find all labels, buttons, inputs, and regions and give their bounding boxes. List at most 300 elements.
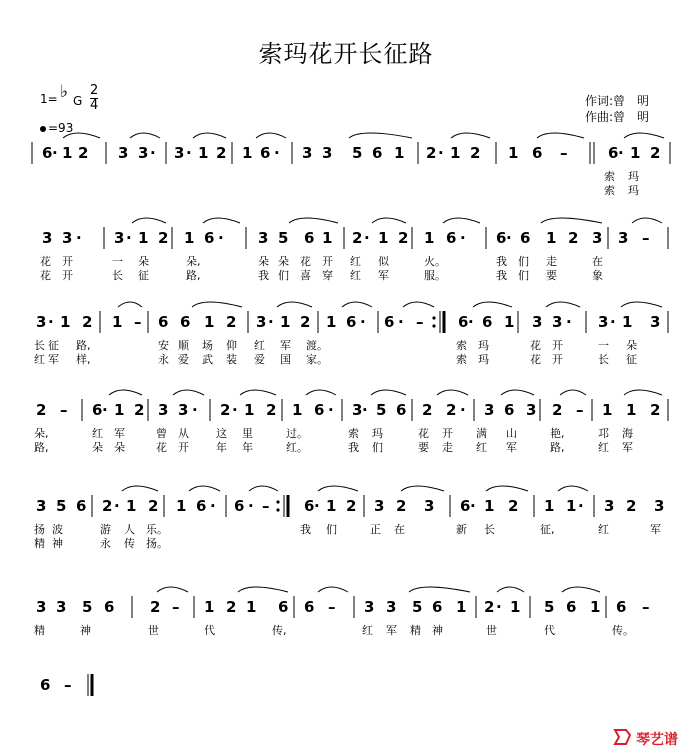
slur — [443, 218, 480, 223]
note: 1 — [424, 229, 435, 247]
note: 1 — [510, 598, 521, 616]
lyric-verse-1: 索 — [604, 170, 615, 183]
lyric-verse-2: 我 — [496, 269, 507, 282]
note: 2 — [346, 497, 357, 515]
note: 3 — [526, 401, 537, 419]
lyric-verse-2: 服。 — [424, 269, 446, 282]
note: 1 — [204, 598, 215, 616]
lyric-verse-1: 过。 — [286, 427, 308, 440]
lyric-verse-1: 满 — [476, 427, 487, 440]
note: 3 — [592, 229, 603, 247]
slur — [372, 218, 406, 223]
note: 3 — [256, 313, 267, 331]
lyric-verse-1: 玛 — [478, 339, 489, 352]
lyric-verse-2: 扬。 — [146, 537, 168, 550]
dot: · — [468, 313, 474, 331]
note: 2 — [552, 401, 563, 419]
slur — [249, 486, 278, 491]
note: 6 — [278, 598, 289, 616]
lyric-verse-2: 精 — [34, 537, 45, 550]
lyric-verse-2: 红 — [350, 269, 361, 282]
lyric-verse-1: 开 — [552, 339, 563, 352]
note: 6 — [616, 598, 627, 616]
slur — [473, 302, 512, 307]
note: 6 — [520, 229, 531, 247]
lyric-verse-1: 红 — [598, 523, 609, 536]
lyric-verse-1: 我 — [300, 523, 311, 536]
dot: · — [268, 313, 274, 331]
lyric-verse-2: 我 — [348, 441, 359, 454]
note: 2 — [508, 497, 519, 515]
note: 6 — [196, 497, 207, 515]
slur — [537, 133, 584, 138]
lyric-verse-2: 武 — [202, 353, 213, 366]
lyric-verse-1: 仰 — [226, 339, 237, 352]
lyric-verse-2: 家。 — [306, 353, 328, 366]
dash: – — [262, 497, 270, 515]
note: 1 — [198, 144, 209, 162]
lyric-verse-1: 花 — [300, 255, 311, 268]
note: 2 — [446, 401, 457, 419]
dash: – — [64, 676, 72, 694]
lyric-verse-1: 世 — [486, 624, 497, 637]
slur — [560, 390, 586, 395]
dot: · — [314, 497, 320, 515]
lyric-verse-1: 玛 — [628, 170, 639, 183]
note: 6 — [158, 313, 169, 331]
note: 2 — [426, 144, 437, 162]
slur — [624, 133, 664, 138]
time-signature-top: 2 — [90, 83, 99, 98]
note: 3 — [374, 497, 385, 515]
lyric-verse-1: 红 — [254, 339, 265, 352]
lyric-verse-1: 红 — [92, 427, 103, 440]
slur — [318, 587, 348, 592]
dash: – — [642, 229, 650, 247]
note: 1 — [456, 598, 467, 616]
lyric-verse-1: 神 — [432, 624, 443, 637]
slur — [289, 218, 338, 223]
lyric-verse-1: 红 — [362, 624, 373, 637]
dash: – — [60, 401, 68, 419]
note: 3 — [62, 229, 73, 247]
dash: – — [416, 313, 424, 331]
dot: · — [114, 497, 120, 515]
lyric-verse-1: 场 — [202, 339, 213, 352]
key-note: G — [73, 94, 83, 108]
note: 3 — [424, 497, 435, 515]
slur — [277, 302, 312, 307]
note: 1 — [566, 497, 577, 515]
lyric-verse-1: 花 — [530, 339, 541, 352]
dash: – — [560, 144, 568, 162]
note: 6 — [76, 497, 87, 515]
lyric-verse-1: 花 — [418, 427, 429, 440]
note: 6 — [346, 313, 357, 331]
slur — [497, 587, 524, 592]
slur — [189, 486, 220, 491]
note: 1 — [544, 497, 555, 515]
slur — [632, 218, 662, 223]
slur — [238, 587, 288, 592]
lyric-verse-2: 象 — [592, 269, 603, 282]
note: 3 — [364, 598, 375, 616]
dot: · — [328, 401, 334, 419]
note: 3 — [532, 313, 543, 331]
slur — [132, 218, 166, 223]
note: 2 — [396, 497, 407, 515]
dot: · — [126, 229, 132, 247]
lyric-verse-1: 朵 — [138, 255, 149, 268]
lyric-verse-1: 军 — [650, 523, 661, 536]
note: 1 — [622, 313, 633, 331]
note: 2 — [216, 144, 227, 162]
lyric-verse-1: 一 — [598, 339, 609, 352]
lyric-verse-1: 军 — [386, 624, 397, 637]
note: 6 — [496, 229, 507, 247]
lyric-verse-1: 乐。 — [146, 523, 168, 536]
lyric-verse-1: 代 — [544, 624, 555, 637]
note: 5 — [278, 229, 289, 247]
repeat-dot — [432, 324, 435, 327]
note: 6 — [532, 144, 543, 162]
note: 1 — [546, 229, 557, 247]
dot: · — [496, 598, 502, 616]
lyric-verse-1: 我 — [496, 255, 507, 268]
note: 5 — [544, 598, 555, 616]
note: 1 — [322, 229, 333, 247]
note: 1 — [484, 497, 495, 515]
page-title: 索玛花开长征路 — [258, 40, 434, 68]
lyric-verse-1: 开 — [62, 255, 73, 268]
note: 6 — [304, 598, 315, 616]
lyric-verse-1: 海 — [622, 427, 633, 440]
dot: · — [232, 401, 238, 419]
lyric-verse-2: 索 — [604, 184, 615, 197]
note: 6 — [92, 401, 103, 419]
note: 6 — [432, 598, 443, 616]
lyric-verse-2: 爱 — [254, 353, 265, 366]
note: 1 — [450, 144, 461, 162]
repeat-dot — [276, 500, 279, 503]
lyric-verse-1: 索 — [456, 339, 467, 352]
note: 6 — [504, 401, 515, 419]
note: 3 — [158, 401, 169, 419]
flat-sign: ♭ — [60, 82, 69, 102]
lyric-verse-2: 军 — [506, 441, 517, 454]
lyric-verse-1: 在 — [394, 523, 405, 536]
lyric-verse-2: 花 — [530, 353, 541, 366]
dot: · — [460, 229, 466, 247]
dot: · — [506, 229, 512, 247]
repeat-dot — [432, 316, 435, 319]
dot: · — [460, 401, 466, 419]
note: 5 — [376, 401, 387, 419]
lyric-verse-1: 山 — [506, 427, 517, 440]
slur — [122, 486, 158, 491]
lyric-verse-2: 朵 — [114, 441, 125, 454]
dot: · — [210, 497, 216, 515]
lyric-verse-2: 征 — [626, 353, 637, 366]
lyric-verse-2: 路, — [186, 269, 201, 282]
note: 1 — [280, 313, 291, 331]
note: 2 — [220, 401, 231, 419]
dash: – — [642, 598, 650, 616]
slur — [109, 390, 142, 395]
note: 5 — [56, 497, 67, 515]
dash: – — [576, 401, 584, 419]
lyric-verse-2: 要 — [418, 441, 429, 454]
dot: · — [150, 144, 156, 162]
lyric-verse-2: 红 — [476, 441, 487, 454]
note: 1 — [126, 497, 137, 515]
note: 6 — [234, 497, 245, 515]
note: 5 — [412, 598, 423, 616]
lyric-verse-2: 们 — [278, 269, 289, 282]
lyric-verse-2: 开 — [178, 441, 189, 454]
note: 3 — [386, 598, 397, 616]
note: 1 — [138, 229, 149, 247]
lyric-verse-2: 玛 — [478, 353, 489, 366]
lyric-verse-1: 走 — [546, 255, 557, 268]
lyric-verse-1: 朵, — [34, 427, 49, 440]
note: 6 — [204, 229, 215, 247]
note: 2 — [626, 497, 637, 515]
lyric-verse-1: 扬 — [34, 523, 45, 536]
dot: · — [248, 497, 254, 515]
dot: · — [186, 144, 192, 162]
note: 2 — [82, 313, 93, 331]
slur — [558, 486, 588, 491]
lyric-verse-1: 安 — [158, 339, 169, 352]
note: 2 — [78, 144, 89, 162]
note: 1 — [590, 598, 601, 616]
note: 6 — [40, 676, 51, 694]
note: 2 — [148, 497, 159, 515]
note: 3 — [352, 401, 363, 419]
slur — [409, 587, 470, 592]
dot: · — [362, 401, 368, 419]
slur — [306, 390, 336, 395]
lyric-verse-1: 索 — [348, 427, 359, 440]
note: 1 — [184, 229, 195, 247]
lyric-verse-2: 年 — [216, 441, 227, 454]
note: 3 — [36, 497, 47, 515]
dot: · — [398, 313, 404, 331]
slur — [541, 218, 602, 223]
note: 5 — [82, 598, 93, 616]
slur — [403, 302, 434, 307]
note: 3 — [650, 313, 661, 331]
lyric-verse-2: 开 — [552, 353, 563, 366]
note: 6 — [42, 144, 53, 162]
note: 1 — [326, 497, 337, 515]
lyric-verse-2: 玛 — [628, 184, 639, 197]
lyric-verse-1: 正 — [370, 523, 381, 536]
key-prefix: 1= — [40, 92, 58, 106]
lyric-verse-2: 样, — [76, 353, 91, 366]
lyric-verse-2: 军 — [378, 269, 389, 282]
lyric-verse-1: 长 — [34, 339, 45, 352]
note: 3 — [178, 401, 189, 419]
slur — [621, 302, 662, 307]
slur — [256, 133, 286, 138]
lyric-verse-2: 索 — [456, 353, 467, 366]
lyric-verse-1: 红 — [350, 255, 361, 268]
slur — [501, 390, 534, 395]
note: 3 — [56, 598, 67, 616]
lyric-verse-1: 精 — [410, 624, 421, 637]
lyric-verse-2: 我 — [258, 269, 269, 282]
note: 1 — [630, 144, 641, 162]
lyric-verse-1: 艳, — [550, 427, 565, 440]
lyric-verse-1: 波 — [52, 523, 63, 536]
note: 6 — [314, 401, 325, 419]
lyric-verse-2: 长 — [598, 353, 609, 366]
note: 3 — [36, 313, 47, 331]
note: 3 — [258, 229, 269, 247]
dash: – — [134, 313, 142, 331]
lyric-verse-1: 朵 — [278, 255, 289, 268]
note: 3 — [598, 313, 609, 331]
lyric-verse-1: 游 — [100, 523, 111, 536]
lyric-verse-1: 似 — [378, 255, 389, 268]
note: 3 — [302, 144, 313, 162]
note: 6 — [304, 497, 315, 515]
note: 1 — [112, 313, 123, 331]
dot: · — [274, 144, 280, 162]
note: 3 — [322, 144, 333, 162]
lyric-verse-1: 军 — [114, 427, 125, 440]
note: 3 — [138, 144, 149, 162]
dot: · — [360, 313, 366, 331]
lyric-verse-1: 玛 — [372, 427, 383, 440]
lyric-verse-1: 花 — [40, 255, 51, 268]
lyric-verse-2: 红 — [34, 353, 45, 366]
dash: – — [328, 598, 336, 616]
lyric-verse-1: 人 — [124, 523, 135, 536]
watermark-brand: 琴艺谱 — [636, 732, 678, 748]
note: 1 — [204, 313, 215, 331]
note: 6 — [446, 229, 457, 247]
note: 6 — [482, 313, 493, 331]
slur — [486, 486, 528, 491]
lyric-verse-1: 传。 — [612, 624, 634, 637]
lyric-verse-2: 走 — [442, 441, 453, 454]
lyric-verse-2: 路, — [34, 441, 49, 454]
note: 1 — [292, 401, 303, 419]
lyric-verse-1: 朵 — [626, 339, 637, 352]
composer-credit: 作曲:曾 明 — [585, 110, 650, 124]
note: 3 — [604, 497, 615, 515]
lyric-verse-2: 路, — [550, 441, 565, 454]
dot: · — [364, 229, 370, 247]
lyric-verse-2: 征 — [138, 269, 149, 282]
lyric-verse-2: 们 — [518, 269, 529, 282]
note: 1 — [394, 144, 405, 162]
lyricist-credit: 作词:曾 明 — [585, 94, 650, 108]
lyric-verse-2: 喜 — [300, 269, 311, 282]
note: 1 — [508, 144, 519, 162]
note: 2 — [422, 401, 433, 419]
note: 6 — [460, 497, 471, 515]
note: 2 — [568, 229, 579, 247]
lyric-verse-1: 代 — [204, 624, 215, 637]
lyric-verse-2: 爱 — [178, 353, 189, 366]
note: 1 — [62, 144, 73, 162]
note: 6 — [260, 144, 271, 162]
note: 1 — [602, 401, 613, 419]
lyric-verse-1: 在 — [592, 255, 603, 268]
lyric-verse-1: 顺 — [178, 339, 189, 352]
slur — [624, 390, 662, 395]
dot: · — [218, 229, 224, 247]
lyric-verse-2: 们 — [372, 441, 383, 454]
note: 3 — [654, 497, 665, 515]
slur — [342, 302, 372, 307]
lyric-verse-1: 长 — [484, 523, 495, 536]
dot: · — [578, 497, 584, 515]
lyric-verse-2: 神 — [52, 537, 63, 550]
note: 2 — [226, 313, 237, 331]
note: 5 — [352, 144, 363, 162]
note: 1 — [114, 401, 125, 419]
note: 1 — [60, 313, 71, 331]
lyric-verse-1: 世 — [148, 624, 159, 637]
lyric-verse-2: 永 — [100, 537, 111, 550]
dot: · — [48, 313, 54, 331]
lyric-verse-2: 装 — [226, 353, 237, 366]
note: 2 — [650, 401, 661, 419]
lyric-verse-1: 朵, — [186, 255, 201, 268]
note: 2 — [134, 401, 145, 419]
slur — [318, 486, 358, 491]
lyric-verse-1: 朵 — [258, 255, 269, 268]
repeat-dot — [276, 508, 279, 511]
note: 2 — [150, 598, 161, 616]
lyric-verse-2: 花 — [40, 269, 51, 282]
lyric-verse-1: 神 — [80, 624, 91, 637]
note: 1 — [378, 229, 389, 247]
dot: · — [52, 144, 58, 162]
lyric-verse-1: 邛 — [598, 427, 609, 440]
slur — [437, 390, 468, 395]
slur — [349, 133, 412, 138]
note: 6 — [384, 313, 395, 331]
lyric-verse-1: 里 — [242, 427, 253, 440]
lyric-verse-1: 们 — [326, 523, 337, 536]
tempo-value: =93 — [48, 121, 74, 135]
note: 6 — [104, 598, 115, 616]
note: 2 — [398, 229, 409, 247]
note: 3 — [118, 144, 129, 162]
lyric-verse-2: 军 — [622, 441, 633, 454]
lyric-verse-1: 传, — [272, 624, 287, 637]
note: 3 — [42, 229, 53, 247]
note: 1 — [504, 313, 515, 331]
dot: · — [470, 497, 476, 515]
dot: · — [618, 144, 624, 162]
lyric-verse-2: 开 — [62, 269, 73, 282]
lyric-verse-1: 曾 — [156, 427, 167, 440]
slur — [203, 218, 240, 223]
lyric-verse-2: 穿 — [322, 269, 333, 282]
slur — [562, 587, 600, 592]
note: 2 — [102, 497, 113, 515]
slur — [130, 133, 160, 138]
lyric-verse-2: 年 — [242, 441, 253, 454]
lyric-verse-1: 征, — [540, 523, 555, 536]
